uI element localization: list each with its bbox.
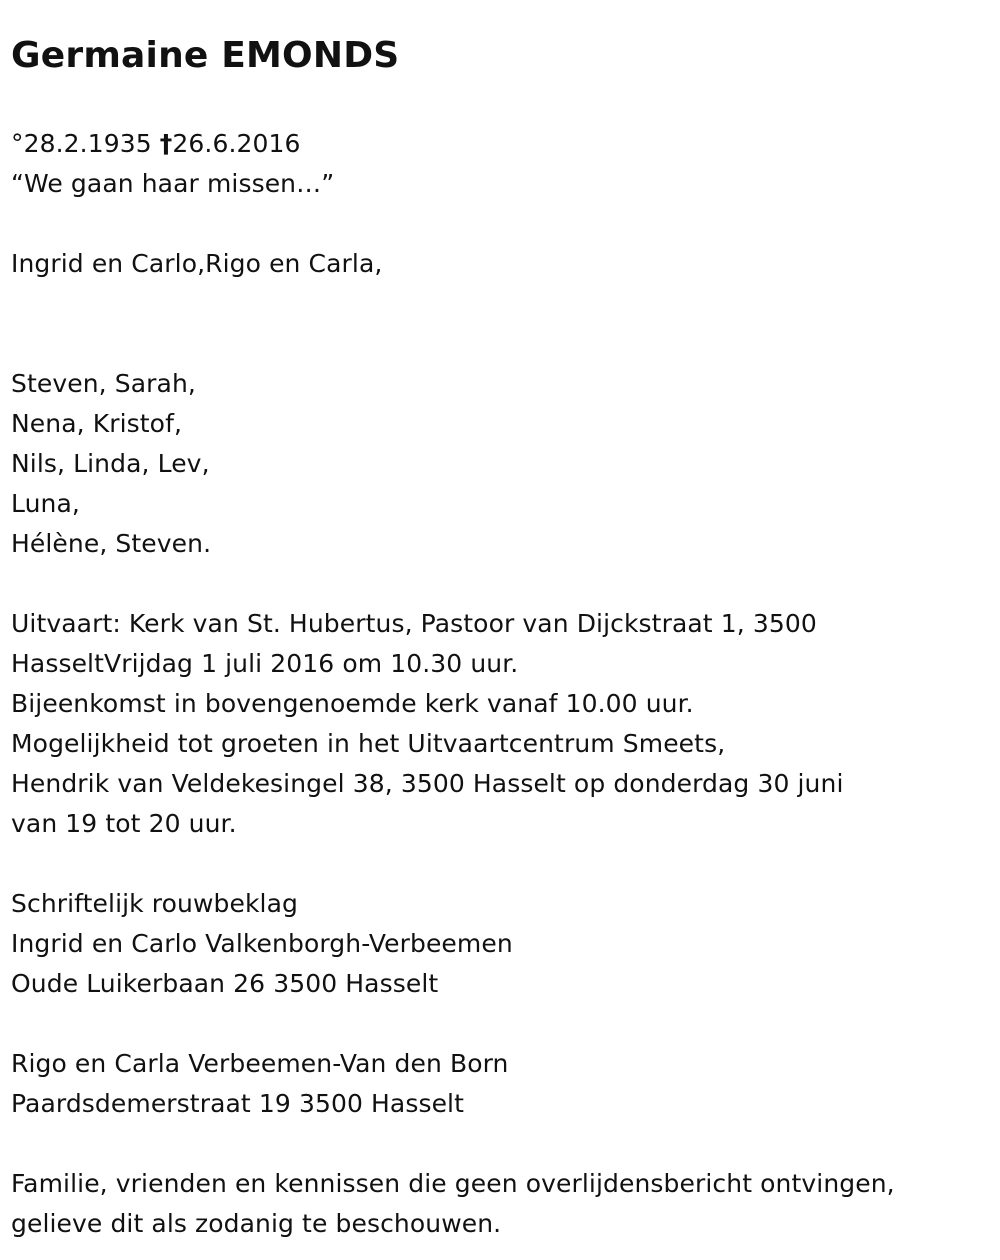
- ceremony-line: van 19 tot 20 uur.: [11, 809, 237, 838]
- children-line: Ingrid en Carlo,Rigo en Carla,: [11, 249, 383, 278]
- deceased-name: Germaine EMONDS: [11, 35, 400, 76]
- closing-line: gelieve dit als zodanig te beschouwen.: [11, 1209, 502, 1238]
- dates-line: [11, 124, 301, 164]
- quote: “We gaan haar missen…”: [11, 169, 335, 198]
- grandchildren-line: Luna,: [11, 489, 80, 518]
- ceremony-line: Bijeenkomst in bovengenoemde kerk vanaf 10.00 uur.: [11, 689, 694, 718]
- ceremony-line: HasseltVrijdag 1 juli 2016 om 10.30 uur.: [11, 649, 519, 678]
- condolences-address: Paardsdemerstraat 19 3500 Hasselt: [11, 1089, 465, 1118]
- grandchildren-line: Hélène, Steven.: [11, 529, 212, 558]
- ceremony-line: Mogelijkheid tot groeten in het Uitvaartcentrum Smeets,: [11, 729, 726, 758]
- ceremony-line: Hendrik van Veldekesingel 38, 3500 Hasselt op donderdag 30 juni: [11, 769, 844, 798]
- death-date: 26.6.2016: [172, 129, 301, 158]
- cross-icon: †: [159, 129, 173, 158]
- condolences-address: Oude Luikerbaan 26 3500 Hasselt: [11, 969, 439, 998]
- grandchildren-line: Steven, Sarah,: [11, 369, 196, 398]
- grandchildren-line: Nena, Kristof,: [11, 409, 183, 438]
- condolences-heading: Schriftelijk rouwbeklag: [11, 889, 298, 918]
- grandchildren-line: Nils, Linda, Lev,: [11, 449, 210, 478]
- closing-line: Familie, vrienden en kennissen die geen overlijdensbericht ontvingen,: [11, 1169, 895, 1198]
- ceremony-line: Uitvaart: Kerk van St. Hubertus, Pastoor van Dijckstraat 1, 3500: [11, 609, 817, 638]
- condolences-name: Ingrid en Carlo Valkenborgh-Verbeemen: [11, 929, 513, 958]
- condolences-name: Rigo en Carla Verbeemen-Van den Born: [11, 1049, 509, 1078]
- birth-date: °28.2.1935: [11, 129, 152, 158]
